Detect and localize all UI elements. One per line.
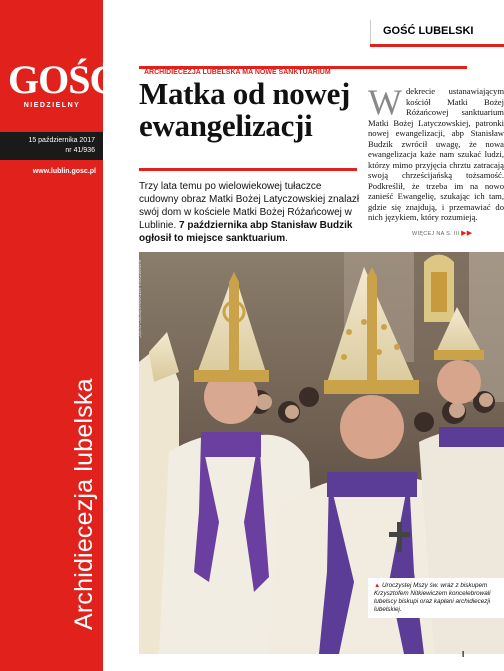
- triangle-icon: ▲: [374, 582, 381, 589]
- issue-date: 15 października 2017: [28, 137, 95, 144]
- vertical-section-title: Archidiecezja lubelska: [70, 378, 98, 630]
- kicker: ARCHIDIECEZJA LUBELSKA MA NOWE SANKTUARIUM: [144, 69, 331, 76]
- caption-text: Uroczystej Mszy św. wraz z biskupem Krzysztofem Nitkiewiczem koncelebrowali lubelscy biskupi oraz kapłani archidiecezji lubelskiej.: [374, 582, 491, 613]
- masthead: [8, 57, 118, 109]
- website-link[interactable]: www.lublin.gosc.pl: [32, 168, 96, 175]
- photo-caption: [368, 578, 504, 618]
- arrow-icon: ▶▶: [461, 230, 473, 237]
- headline: Matka od nowej ewangelizacji: [139, 76, 351, 143]
- article-column: [368, 82, 504, 223]
- continued-text: WIĘCEJ NA S. III: [412, 231, 460, 237]
- header-rule: [370, 44, 504, 47]
- issue-number: nr 41/936: [65, 147, 95, 154]
- page-number: I: [462, 650, 465, 659]
- photo-credit: KATARZYNA ARTYMIAK/FOTO GOŚĆ: [137, 260, 142, 339]
- continued-link[interactable]: [412, 229, 472, 237]
- drop-cap: W: [368, 82, 402, 122]
- section-header: [370, 20, 504, 44]
- logo: GOŚĆ: [8, 57, 118, 102]
- lead-text: Trzy lata temu po wielowiekowej tułaczce cudowny obraz Matki Bożej Latyczowskiej znalazł swój dom w kościele Matki Bożej Różańcowej w Lublinie.: [139, 181, 360, 231]
- lead-bold-text: 7 października abp Stanisław Budzik ogłosił to miejsce sanktuarium: [139, 220, 353, 244]
- column-text: dekrecie ustanawiającym kościół Matki Bożej Różańcowej sanktuarium Matki Bożej Latyczowskiej, patronki nowej ewangelizacji, abp Stanisław Budzik zwrócił uwagę, że nowa ewangelizacja każe nam szukać ludzi, którzy mimo przyjęcia chrztu zatracają swoją chrześcijańską tożsamość. Podkreślił, że trzeba im na nowo zanieść Ewangelię, szukając ich tam, gdzie się znajdują, i przemawiać do nich językiem, który rozumieją.: [368, 86, 504, 222]
- section-title: GOŚĆ LUBELSKI: [383, 25, 474, 37]
- logo-subtitle: NIEDZIELNY: [23, 102, 81, 109]
- lead-end: .: [285, 233, 288, 244]
- issue-info: [0, 132, 103, 160]
- lead-rule: [139, 168, 357, 171]
- lead-paragraph: [139, 180, 363, 245]
